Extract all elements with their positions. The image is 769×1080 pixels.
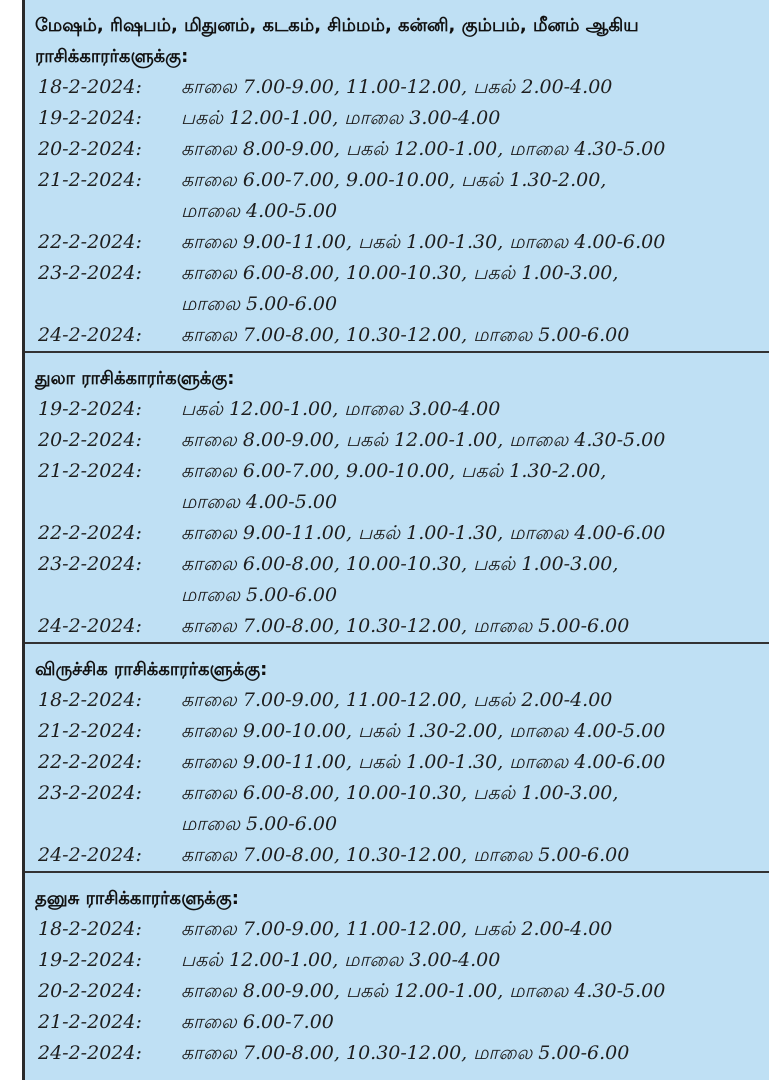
row-date: 19-2-2024: [38, 949, 142, 971]
schedule-row [25, 914, 769, 945]
schedule-row [25, 716, 769, 747]
schedule-row [25, 1007, 769, 1038]
row-continuation: மாலை 4.00-5.00 [181, 491, 338, 513]
schedule-row [25, 1038, 769, 1069]
section-dhanusu [25, 873, 769, 1069]
row-date: 23-2-2024: [38, 262, 142, 284]
row-times: காலை 8.00-9.00, பகல் 12.00-1.00, மாலை 4.30-5.00 [181, 429, 666, 451]
schedule-row [25, 685, 769, 716]
row-times: பகல் 12.00-1.00, மாலை 3.00-4.00 [181, 398, 501, 420]
row-date: 23-2-2024: [38, 782, 142, 804]
row-times: காலை 6.00-7.00 [181, 1011, 334, 1033]
row-date: 22-2-2024: [38, 231, 142, 253]
row-times: காலை 8.00-9.00, பகல் 12.00-1.00, மாலை 4.30-5.00 [181, 980, 666, 1002]
row-date: 24-2-2024: [38, 844, 142, 866]
section-heading: விருச்சிக ராசிக்காரர்களுக்கு: [35, 659, 268, 680]
row-times: காலை 7.00-9.00, 11.00-12.00, பகல் 2.00-4.00 [181, 689, 613, 711]
schedule-row [25, 258, 769, 289]
row-continuation: மாலை 4.00-5.00 [181, 200, 338, 222]
row-date: 24-2-2024: [38, 324, 142, 346]
schedule-row [25, 394, 769, 425]
row-times: பகல் 12.00-1.00, மாலை 3.00-4.00 [181, 949, 501, 971]
row-times: காலை 9.00-11.00, பகல் 1.00-1.30, மாலை 4.00-6.00 [181, 522, 666, 544]
row-date: 21-2-2024: [38, 460, 142, 482]
schedule-row [25, 425, 769, 456]
row-times: பகல் 12.00-1.00, மாலை 3.00-4.00 [181, 107, 501, 129]
row-times: காலை 6.00-7.00, 9.00-10.00, பகல் 1.30-2.00, [181, 460, 607, 482]
section-heading: துலா ராசிக்காரர்களுக்கு: [35, 368, 235, 389]
row-date: 24-2-2024: [38, 1042, 142, 1064]
row-times: காலை 9.00-11.00, பகல் 1.00-1.30, மாலை 4.00-6.00 [181, 231, 666, 253]
row-date: 18-2-2024: [38, 76, 142, 98]
row-date: 21-2-2024: [38, 1011, 142, 1033]
schedule-row [25, 549, 769, 580]
schedule-row [25, 134, 769, 165]
row-date: 18-2-2024: [38, 689, 142, 711]
row-times: காலை 9.00-10.00, பகல் 1.30-2.00, மாலை 4.00-5.00 [181, 720, 666, 742]
row-times: காலை 6.00-7.00, 9.00-10.00, பகல் 1.30-2.00, [181, 169, 607, 191]
row-date: 22-2-2024: [38, 751, 142, 773]
row-date: 18-2-2024: [38, 918, 142, 940]
schedule-panel [22, 0, 769, 1080]
section-heading: மேஷம், ரிஷபம், மிதுனம், கடகம், சிம்மம், கன்னி, கும்பம், மீனம் ஆகிய [35, 15, 639, 36]
section-heading: தனுசு ராசிக்காரர்களுக்கு: [35, 888, 239, 909]
row-times: காலை 9.00-11.00, பகல் 1.00-1.30, மாலை 4.00-6.00 [181, 751, 666, 773]
schedule-row [25, 227, 769, 258]
row-date: 20-2-2024: [38, 429, 142, 451]
section-viruchigam [25, 644, 769, 873]
section-heading-continued: ராசிக்காரர்களுக்கு: [35, 46, 189, 67]
row-date: 22-2-2024: [38, 522, 142, 544]
row-date: 21-2-2024: [38, 169, 142, 191]
schedule-row [25, 945, 769, 976]
schedule-row [25, 518, 769, 549]
row-times: காலை 6.00-8.00, 10.00-10.30, பகல் 1.00-3.00, [181, 782, 619, 804]
schedule-row [25, 456, 769, 487]
schedule-row [25, 103, 769, 134]
schedule-row [25, 840, 769, 871]
schedule-row [25, 778, 769, 809]
row-times: காலை 7.00-8.00, 10.30-12.00, மாலை 5.00-6.00 [181, 844, 630, 866]
row-times: காலை 7.00-9.00, 11.00-12.00, பகல் 2.00-4.00 [181, 918, 613, 940]
row-date: 21-2-2024: [38, 720, 142, 742]
row-date: 19-2-2024: [38, 398, 142, 420]
schedule-row [25, 165, 769, 196]
row-times: காலை 7.00-8.00, 10.30-12.00, மாலை 5.00-6.00 [181, 615, 630, 637]
row-times: காலை 7.00-8.00, 10.30-12.00, மாலை 5.00-6.00 [181, 1042, 630, 1064]
row-continuation: மாலை 5.00-6.00 [181, 584, 338, 606]
schedule-row [25, 320, 769, 351]
row-date: 20-2-2024: [38, 980, 142, 1002]
row-date: 19-2-2024: [38, 107, 142, 129]
row-continuation: மாலை 5.00-6.00 [181, 293, 338, 315]
row-times: காலை 8.00-9.00, பகல் 12.00-1.00, மாலை 4.30-5.00 [181, 138, 666, 160]
row-times: காலை 6.00-8.00, 10.00-10.30, பகல் 1.00-3.00, [181, 553, 619, 575]
row-date: 20-2-2024: [38, 138, 142, 160]
section-group-signs [25, 0, 769, 353]
schedule-row [25, 747, 769, 778]
row-date: 24-2-2024: [38, 615, 142, 637]
section-thula [25, 353, 769, 644]
row-continuation: மாலை 5.00-6.00 [181, 813, 338, 835]
schedule-row [25, 72, 769, 103]
schedule-row [25, 976, 769, 1007]
row-times: காலை 6.00-8.00, 10.00-10.30, பகல் 1.00-3.00, [181, 262, 619, 284]
row-times: காலை 7.00-9.00, 11.00-12.00, பகல் 2.00-4.00 [181, 76, 613, 98]
row-times: காலை 7.00-8.00, 10.30-12.00, மாலை 5.00-6.00 [181, 324, 630, 346]
row-date: 23-2-2024: [38, 553, 142, 575]
schedule-row [25, 611, 769, 642]
